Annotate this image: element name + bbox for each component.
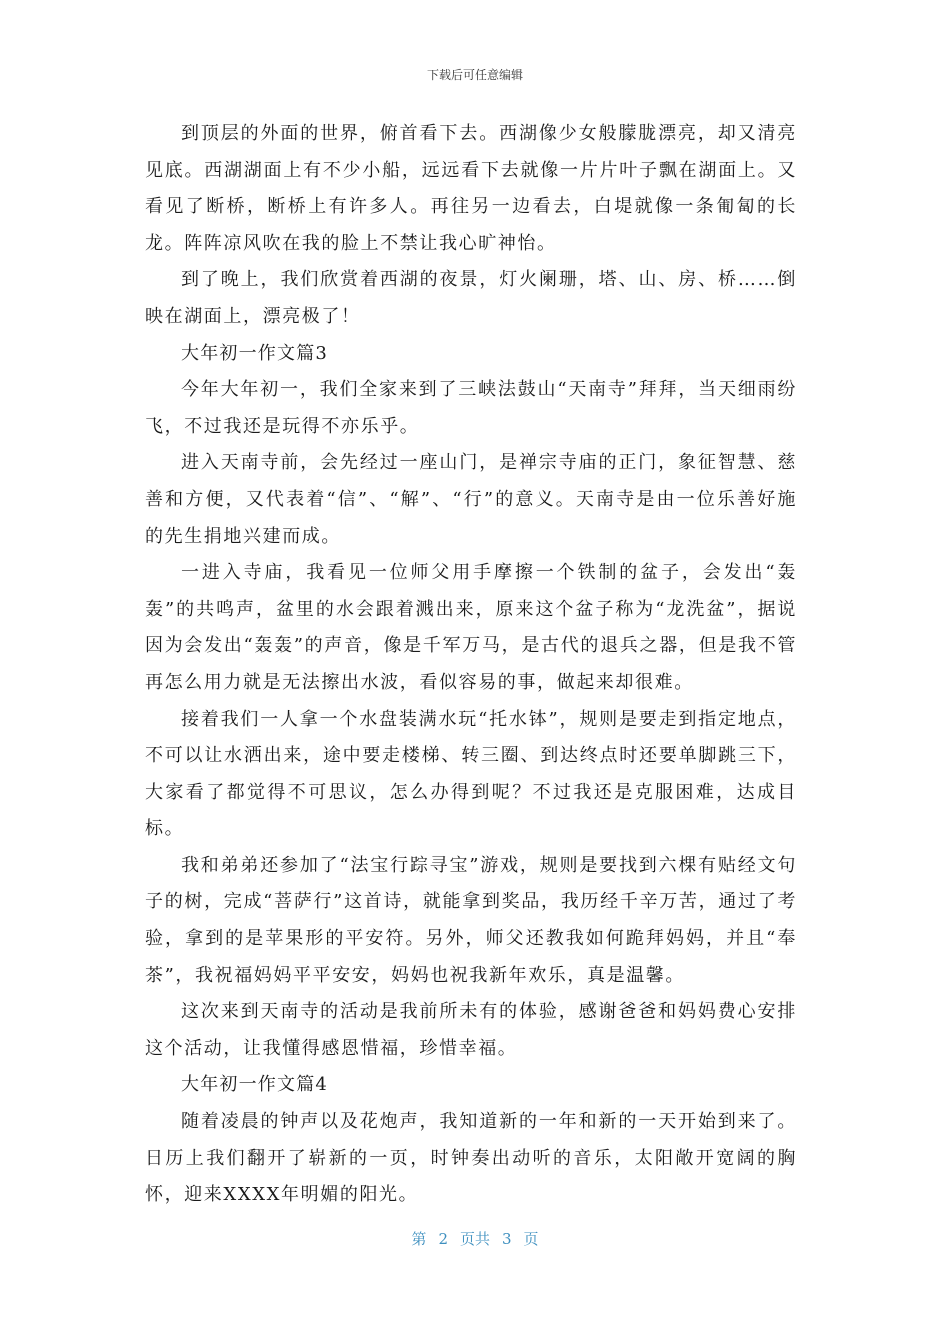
paragraph: 进入天南寺前，会先经过一座山门，是禅宗寺庙的正门，象征智慧、慈善和方便，又代表着“信”、“解”、“行”的意义。天南寺是由一位乐善好施的先生捐地兴建而成。 xyxy=(145,452,797,547)
paragraph: 我和弟弟还参加了“法宝行踪寻宝”游戏，规则是要找到六棵有贴经文句子的树，完成“菩萨行”这首诗，就能拿到奖品，我历经千辛万苦，通过了考验，拿到的是苹果形的平安符。另外，师父还教我如何跪拜妈妈，并且“奉茶”，我祝福妈妈平平安安，妈妈也祝我新年欢乐，真是温馨。 xyxy=(145,854,797,986)
paragraph: 一进入寺庙，我看见一位师父用手摩擦一个铁制的盆子，会发出“轰轰”的共鸣声，盆里的水会跟着溅出来，原来这个盆子称为“龙洗盆”，据说因为会发出“轰轰”的声音，像是千军万马，是古代的退兵之器，但是我不管再怎么用力就是无法擦出水波，看似容易的事，做起来却很难。 xyxy=(145,562,797,693)
paragraph: 这次来到天南寺的活动是我前所未有的体验，感谢爸爸和妈妈费心安排这个活动，让我懂得感恩惜福，珍惜幸福。 xyxy=(145,1001,797,1059)
paragraph: 随着凌晨的钟声以及花炮声，我知道新的一年和新的一天开始到来了。日历上我们翻开了崭新的一页，时钟奏出动听的音乐，太阳敞开宽阔的胸怀，迎来XXXX年明媚的阳光。 xyxy=(145,1111,797,1206)
section-heading: 大年初一作文篇4 xyxy=(181,1074,329,1096)
footer-page-number: 2 xyxy=(438,1230,448,1248)
document-body xyxy=(145,116,797,1214)
page-header: 下载后可任意编辑 xyxy=(426,68,523,82)
footer-middle: 页共 xyxy=(459,1230,490,1248)
paragraph: 到了晚上，我们欣赏着西湖的夜景，灯火阑珊，塔、山、房、桥……倒映在湖面上，漂亮极了！ xyxy=(145,269,797,327)
footer-suffix: 页 xyxy=(523,1230,539,1248)
paragraph: 接着我们一人拿一个水盘装满水玩“托水钵”，规则是要走到指定地点，不可以让水洒出来，途中要走楼梯、转三圈、到达终点时还要单脚跳三下，大家看了都觉得不可思议，怎么办得到呢？不过我还是克服困难，达成目标。 xyxy=(145,708,797,840)
paragraph: 今年大年初一，我们全家来到了三峡法鼓山“天南寺”拜拜，当天细雨纷飞，不过我还是玩得不亦乐乎。 xyxy=(145,379,797,437)
page-footer xyxy=(0,1228,950,1249)
paragraph: 到顶层的外面的世界，俯首看下去。西湖像少女般朦胧漂亮，却又清亮见底。西湖湖面上有不少小船，远远看下去就像一片片叶子飘在湖面上。又看见了断桥，断桥上有许多人。再往另一边看去，白堤就像一条匍匐的长龙。阵阵凉风吹在我的脸上不禁让我心旷神怡。 xyxy=(145,123,797,254)
section-heading: 大年初一作文篇3 xyxy=(181,342,329,364)
footer-total-pages: 3 xyxy=(502,1230,512,1248)
footer-prefix: 第 xyxy=(411,1230,427,1248)
